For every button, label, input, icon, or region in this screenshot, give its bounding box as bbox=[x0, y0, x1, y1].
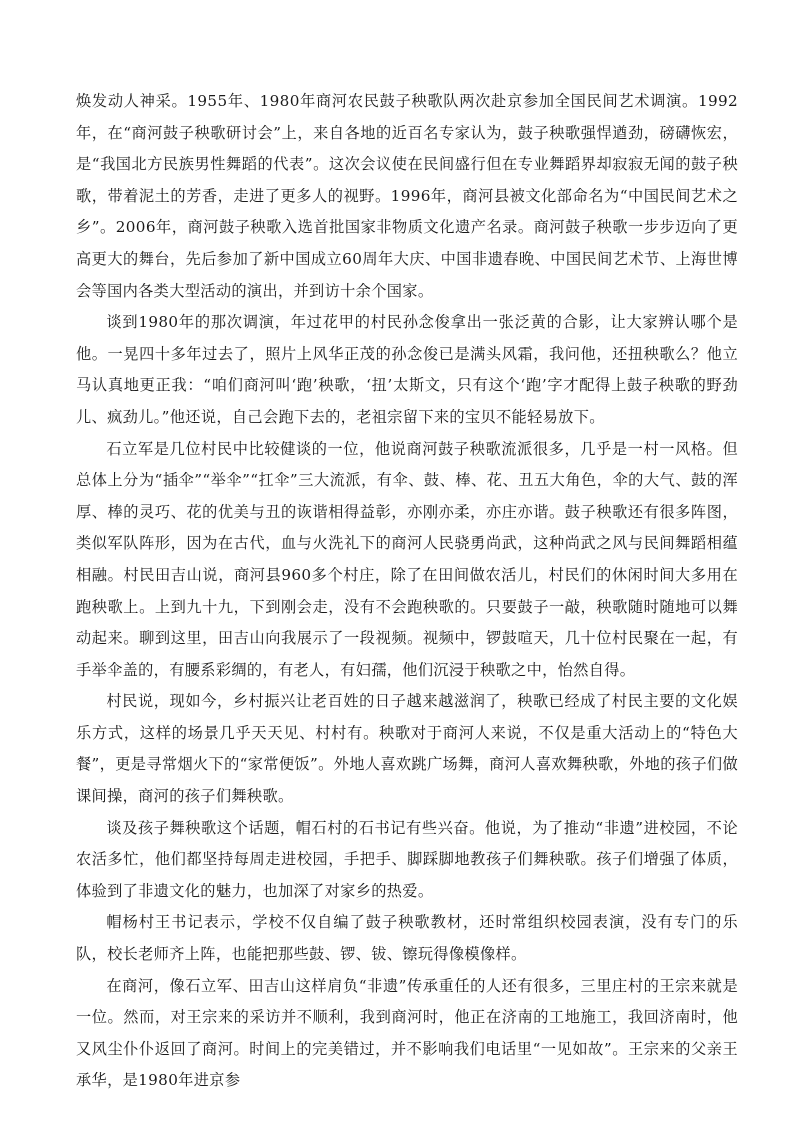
paragraph-5: 谈及孩子舞秧歌这个话题，帽石村的石书记有些兴奋。他说，为了推动“非遗”进校园，不论农活多忙，他们都坚持每周走进校园，手把手、脚踩脚地教孩子们舞秧歌。孩子们增强了体质，体验到了非遗文化的魅力，也加深了对家乡的热爱。 bbox=[76, 818, 738, 900]
paragraph-3: 石立军是几位村民中比较健谈的一位，他说商河鼓子秧歌流派很多，几乎是一村一风格。但总体上分为“插伞”“举伞”“扛伞”三大流派，有伞、鼓、棒、花、丑五大角色，伞的大气、鼓的浑厚、棒的灵巧、花的优美与丑的诙谐相得益彰，亦刚亦柔，亦庄亦谐。鼓子秧歌还有很多阵图，类似军队阵形，因为在古代，血与火洗礼下的商河人民骁勇尚武，这种尚武之风与民间舞蹈相蕴相融。村民田吉山说，商河县960多个村庄，除了在田间做农活儿，村民们的休闲时间大多用在跑秧歌上。上到九十九，下到刚会走，没有不会跑秧歌的。只要鼓子一敲，秧歌随时随地可以舞动起来。聊到这里，田吉山向我展示了一段视频。视频中，锣鼓喧天，几十位村民聚在一起，有手举伞盖的，有腰系彩绸的，有老人，有妇孺，他们沉浸于秧歌之中，怡然自得。 bbox=[76, 439, 738, 679]
paragraph-6: 帽杨村王书记表示，学校不仅自编了鼓子秧歌教材，还时常组织校园表演，没有专门的乐队，校长老师齐上阵，也能把那些鼓、锣、钹、镲玩得像模像样。 bbox=[76, 913, 738, 964]
paragraph-7: 在商河，像石立军、田吉山这样肩负“非遗”传承重任的人还有很多，三里庄村的王宗来就是一位。然而，对王宗来的采访并不顺利，我到商河时，他正在济南的工地施工，我回济南时，他又风尘仆仆返回了商河。时间上的完美错过，并不影响我们电话里“一见如故”。王宗来的父亲王承华，是1980年进京参 bbox=[76, 976, 738, 1090]
article-body bbox=[76, 86, 738, 1097]
paragraph-1: 焕发动人神采。1955年、1980年商河农民鼓子秧歌队两次赴京参加全国民间艺术调演。1992年，在“商河鼓子秧歌研讨会”上，来自各地的近百名专家认为，鼓子秧歌强悍遒劲，磅礴恢宏，是“我国北方民族男性舞蹈的代表”。这次会议使在民间盛行但在专业舞蹈界却寂寂无闻的鼓子秧歌，带着泥土的芳香，走进了更多人的视野。1996年，商河县被文化部命名为“中国民间艺术之乡”。2006年，商河鼓子秧歌入选首批国家非物质文化遗产名录。商河鼓子秧歌一步步迈向了更高更大的舞台，先后参加了新中国成立60周年大庆、中国非遗春晚、中国民间艺术节、上海世博会等国内各类大型活动的演出，并到访十余个国家。 bbox=[76, 92, 738, 300]
paragraph-4: 村民说，现如今，乡村振兴让老百姓的日子越来越滋润了，秧歌已经成了村民主要的文化娱乐方式，这样的场景几乎天天见、村村有。秧歌对于商河人来说，不仅是重大活动上的“特色大餐”，更是寻常烟火下的“家常便饭”。外地人喜欢跳广场舞，商河人喜欢舞秧歌，外地的孩子们做课间操，商河的孩子们舞秧歌。 bbox=[76, 692, 738, 806]
paragraph-2: 谈到1980年的那次调演，年过花甲的村民孙念俊拿出一张泛黄的合影，让大家辨认哪个是他。一晃四十多年过去了，照片上风华正茂的孙念俊已是满头风霜，我问他，还扭秧歌么？他立马认真地更正我：“咱们商河叫‘跑’秧歌，‘扭’太斯文，只有这个‘跑’字才配得上鼓子秧歌的野劲儿、疯劲儿。”他还说，自己会跑下去的，老祖宗留下来的宝贝不能轻易放下。 bbox=[76, 313, 738, 426]
